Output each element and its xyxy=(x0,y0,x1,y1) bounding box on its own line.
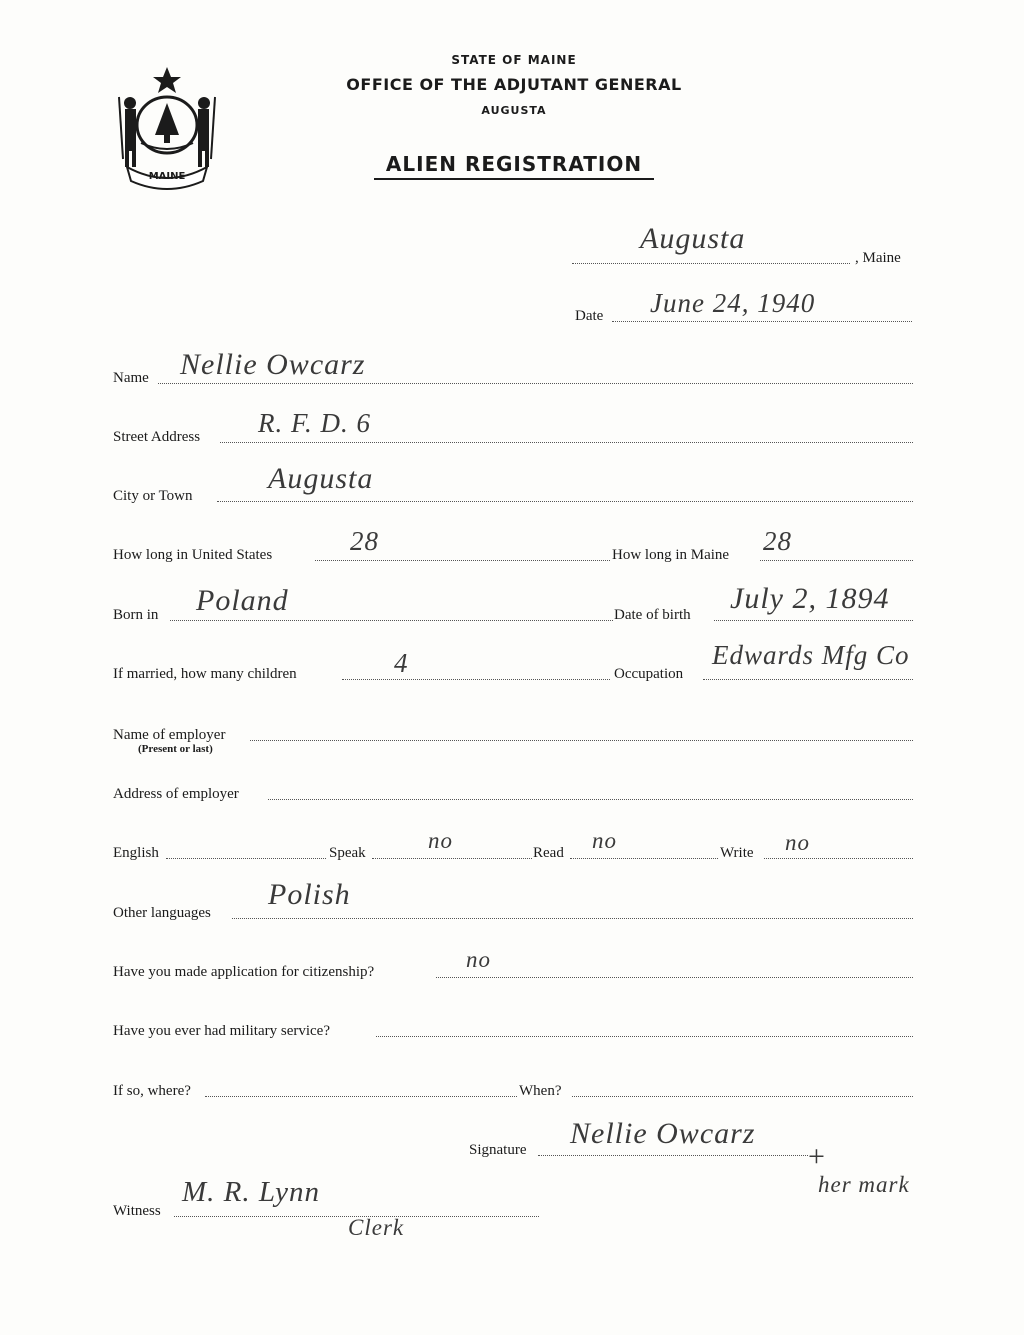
write-line xyxy=(764,858,913,859)
state-heading: STATE OF MAINE xyxy=(451,53,577,67)
employer-label: Name of employer xyxy=(113,727,226,743)
where-label: If so, where? xyxy=(113,1083,191,1099)
born-line xyxy=(170,620,613,621)
witness-entry: M. R. Lynn xyxy=(182,1176,321,1208)
occupation-entry: Edwards Mfg Co xyxy=(712,640,910,670)
place-entry: Augusta xyxy=(640,222,746,255)
years-us-entry: 28 xyxy=(350,526,379,556)
city-entry: Augusta xyxy=(268,462,374,495)
years-maine-label: How long in Maine xyxy=(612,547,730,563)
city-heading: AUGUSTA xyxy=(481,104,547,117)
street-line xyxy=(220,442,913,443)
read-line xyxy=(570,858,718,859)
city-line xyxy=(217,501,913,502)
write-entry: no xyxy=(785,830,810,855)
speak-entry: no xyxy=(428,828,453,853)
name-label: Name xyxy=(113,370,149,386)
years-maine-entry: 28 xyxy=(763,526,792,556)
other-languages-entry: Polish xyxy=(268,878,351,911)
date-label: Date xyxy=(575,308,604,324)
place-suffix: , Maine xyxy=(855,250,901,266)
office-heading: OFFICE OF THE ADJUTANT GENERAL xyxy=(346,75,682,94)
years-maine-line xyxy=(760,560,913,561)
name-entry: Nellie Owcarz xyxy=(180,348,366,381)
english-line xyxy=(166,858,326,859)
military-line xyxy=(376,1036,913,1037)
street-label: Street Address xyxy=(113,429,201,445)
speak-line xyxy=(372,858,532,859)
years-us-line xyxy=(315,560,610,561)
name-line xyxy=(158,383,913,384)
employer-address-line xyxy=(268,799,913,800)
military-label: Have you ever had military service? xyxy=(113,1023,330,1039)
other-languages-label: Other languages xyxy=(113,905,211,921)
dob-label: Date of birth xyxy=(614,607,691,623)
occupation-line xyxy=(703,679,913,680)
her-mark-note: her mark xyxy=(818,1172,910,1197)
employer-sublabel: (Present or last) xyxy=(138,743,213,755)
form-title: ALIEN REGISTRATION xyxy=(385,152,643,176)
occupation-label: Occupation xyxy=(614,666,684,682)
when-line xyxy=(572,1096,913,1097)
date-entry: June 24, 1940 xyxy=(650,288,816,318)
read-entry: no xyxy=(592,828,617,853)
witness-label: Witness xyxy=(113,1203,161,1219)
signature-mark: + xyxy=(808,1140,826,1173)
born-entry: Poland xyxy=(196,584,289,617)
signature-entry: Nellie Owcarz xyxy=(570,1117,756,1150)
witness-title: Clerk xyxy=(348,1215,405,1240)
signature-label: Signature xyxy=(469,1142,527,1158)
place-line xyxy=(572,263,850,264)
where-line xyxy=(205,1096,517,1097)
read-label: Read xyxy=(533,845,564,861)
when-label: When? xyxy=(519,1083,562,1099)
citizenship-line xyxy=(436,977,913,978)
dob-line xyxy=(714,620,913,621)
employer-address-label: Address of employer xyxy=(113,786,239,802)
title-underline xyxy=(374,178,654,180)
born-label: Born in xyxy=(113,607,159,623)
english-label: English xyxy=(113,845,159,861)
children-label: If married, how many children xyxy=(113,666,297,682)
citizenship-label: Have you made application for citizenship? xyxy=(113,964,375,980)
speak-label: Speak xyxy=(329,845,366,861)
seal-banner-text: MAINE xyxy=(148,171,186,182)
years-us-label: How long in United States xyxy=(113,547,273,563)
citizenship-entry: no xyxy=(466,947,491,972)
street-entry: R. F. D. 6 xyxy=(258,408,372,438)
children-line xyxy=(342,679,610,680)
city-label: City or Town xyxy=(113,488,193,504)
children-entry: 4 xyxy=(394,648,409,678)
dob-entry: July 2, 1894 xyxy=(730,582,890,615)
maine-seal-icon xyxy=(113,63,221,193)
employer-line xyxy=(250,740,913,741)
other-languages-line xyxy=(232,918,913,919)
signature-line xyxy=(538,1155,808,1156)
date-line xyxy=(612,321,912,322)
write-label: Write xyxy=(720,845,754,861)
